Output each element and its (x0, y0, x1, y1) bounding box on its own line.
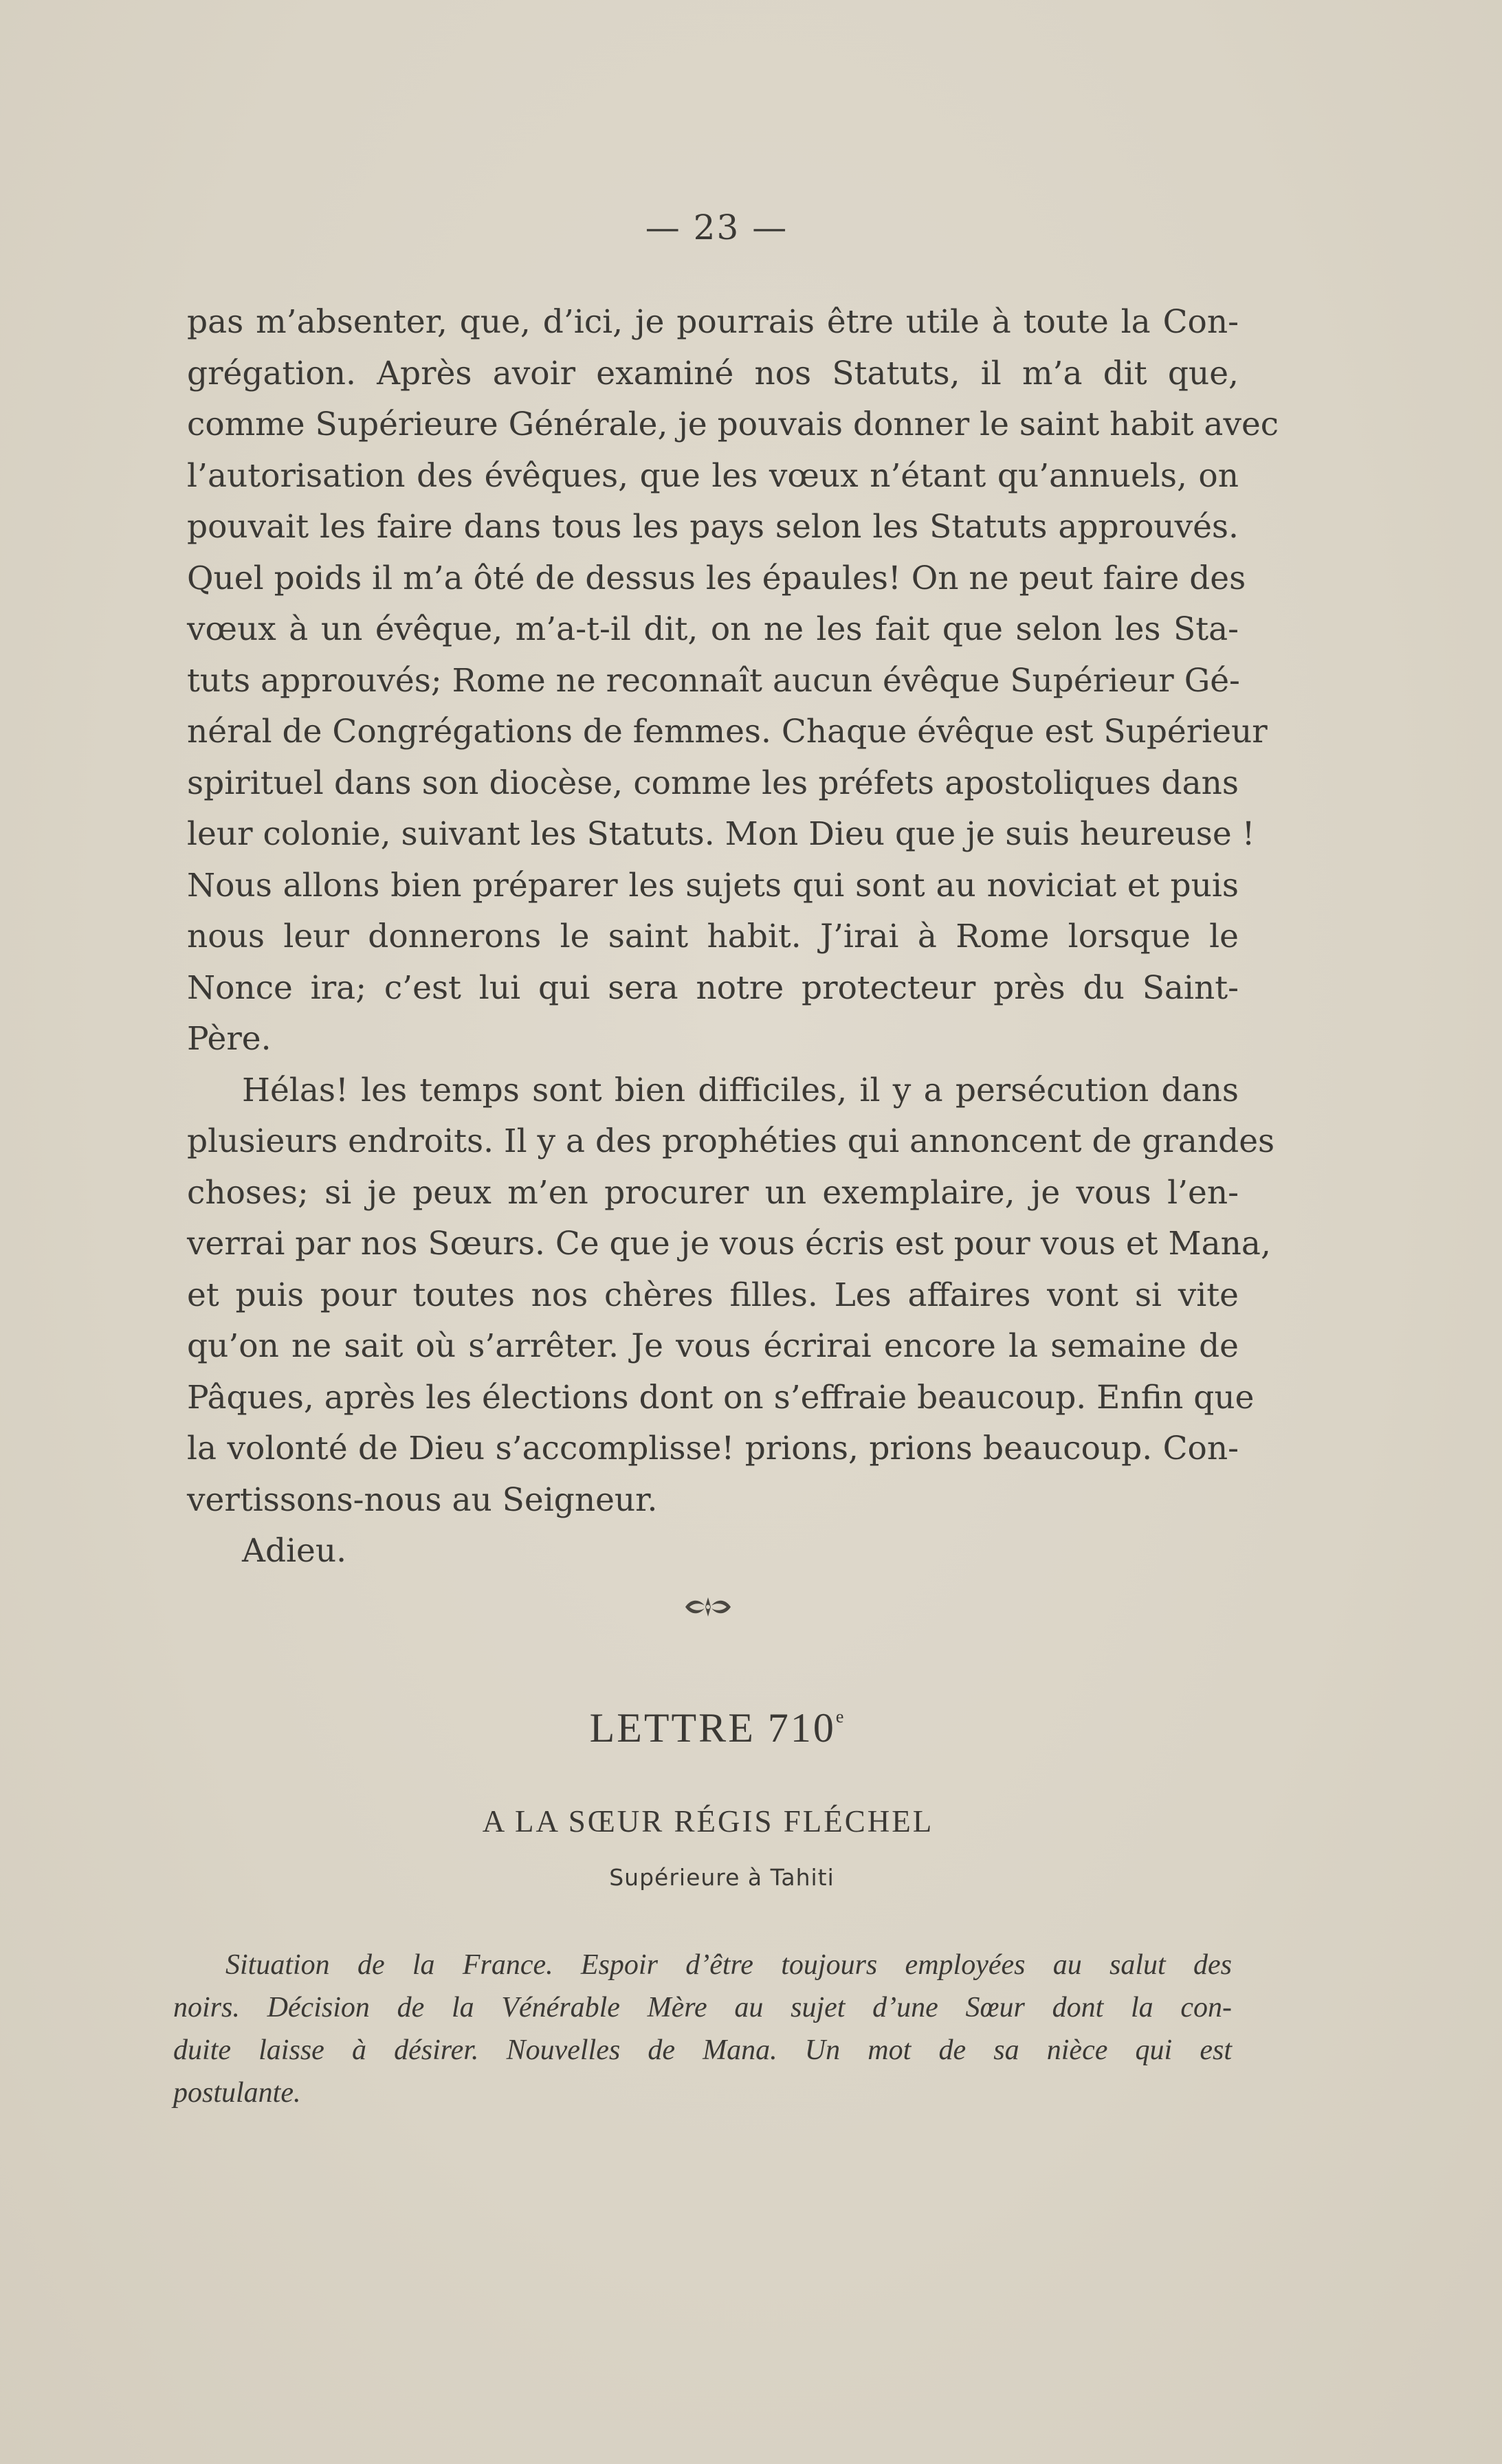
letter-title (0, 1705, 1433, 1752)
body-line: plusieurs endroits. Il y a des prophéties qui annoncent de grandes (187, 1122, 1275, 1160)
summary-line: duite laisse à désirer. Nouvelles de Mana. Un mot de sa nièce qui est (173, 2034, 1232, 2066)
body-line: vœux à un évêque, m’a-t-il dit, on ne les fait que selon les Sta- (187, 610, 1239, 648)
body-line: Quel poids il m’a ôté de dessus les épaules! On ne peut faire des (187, 559, 1246, 597)
body-line: grégation. Après avoir examiné nos Statuts, il m’a dit que, (187, 354, 1239, 392)
letter-title-text: LETTRE 710 (589, 1705, 836, 1751)
body-line: néral de Congrégations de femmes. Chaque évêque est Supérieur (187, 713, 1268, 751)
letter-title-superscript: e (835, 1707, 844, 1727)
page-number: — 23 — (645, 208, 788, 247)
closing-salutation: Adieu. (242, 1532, 347, 1570)
fleuron-ornament-icon (684, 1593, 732, 1621)
body-line: la volonté de Dieu s’accomplisse! prions, prions beaucoup. Con- (187, 1430, 1239, 1467)
summary-line: Situation de la France. Espoir d’être toujours employées au salut des (225, 1949, 1232, 1981)
body-line: choses; si je peux m’en procurer un exemplaire, je vous l’en- (187, 1173, 1239, 1212)
letter-summary (173, 1944, 1232, 2114)
body-line: l’autorisation des évêques, que les vœux n’étant qu’annuels, on (187, 456, 1239, 495)
body-line: Nous allons bien préparer les sujets qui sont au noviciat et puis (187, 866, 1239, 904)
summary-line: postulante. (173, 2077, 301, 2109)
body-line: pas m’absenter, que, d’ici, je pourrais être utile à toute la Con- (187, 303, 1239, 341)
body-line: qu’on ne sait où s’arrêter. Je vous écrirai encore la semaine de (187, 1327, 1239, 1365)
body-line: comme Supérieure Générale, je pouvais donner le saint habit avec (187, 406, 1279, 443)
body-line: Hélas! les temps sont bien difficiles, il y a persécution dans (242, 1071, 1239, 1109)
body-line: leur colonie, suivant les Statuts. Mon Dieu que je suis heureuse ! (187, 815, 1255, 853)
body-line: tuts approuvés; Rome ne reconnaît aucun évêque Supérieur Gé- (187, 661, 1240, 700)
body-line: pouvait les faire dans tous les pays selon les Statuts approuvés. (187, 508, 1239, 546)
body-line: et puis pour toutes nos chères filles. Les affaires vont si vite (187, 1276, 1239, 1314)
body-line: verrai par nos Sœurs. Ce que je vous écris est pour vous et Mana, (187, 1225, 1271, 1263)
letter-recipient: A LA SŒUR RÉGIS FLÉCHEL (482, 1804, 934, 1839)
body-line: spirituel dans son diocèse, comme les préfets apostoliques dans (187, 764, 1239, 802)
body-line: Pâques, après les élections dont on s’effraie beaucoup. Enfin que (187, 1378, 1255, 1417)
body-line: vertissons-nous au Seigneur. (187, 1480, 658, 1519)
recipient-role: Supérieure à Tahiti (609, 1864, 835, 1891)
body-line: nous leur donnerons le saint habit. J’irai à Rome lorsque le (187, 918, 1239, 955)
body-line: Nonce ira; c’est lui qui sera notre protecteur près du Saint- (187, 968, 1239, 1007)
body-line: Père. (187, 1020, 272, 1058)
summary-line: noirs. Décision de la Vénérable Mère au sujet d’une Sœur dont la con- (173, 1992, 1232, 2023)
letter-body (187, 297, 1279, 1577)
